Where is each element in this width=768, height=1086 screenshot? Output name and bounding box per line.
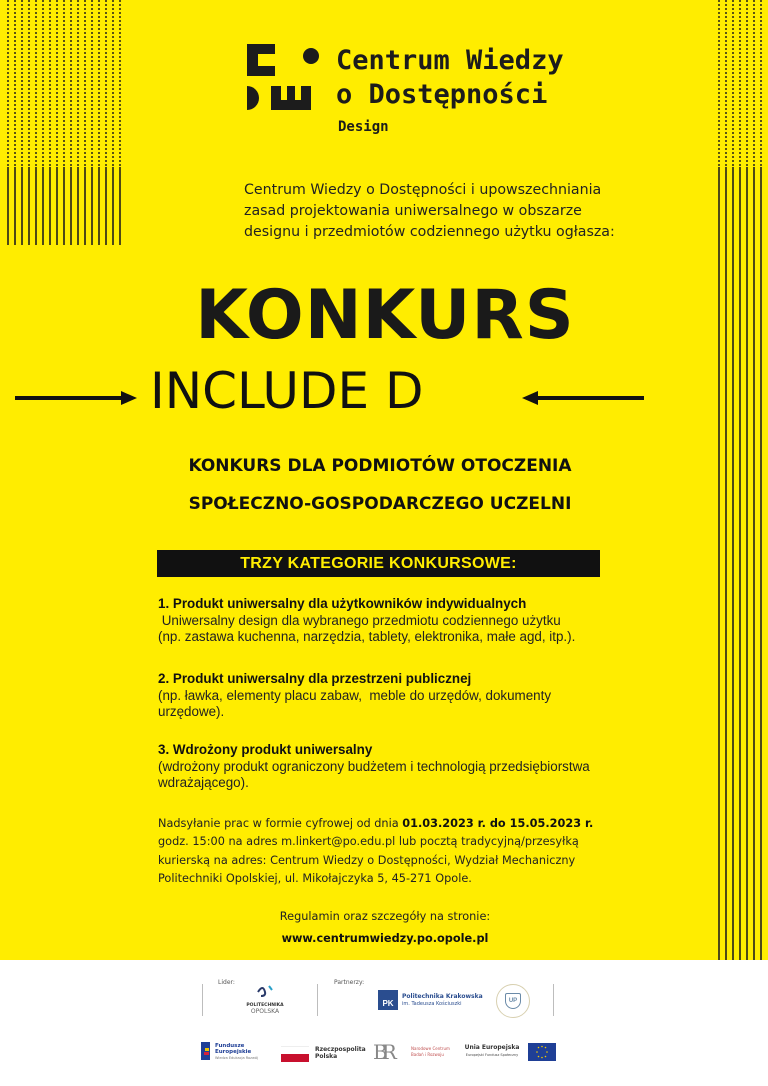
- up-badge-icon: UP: [505, 993, 521, 1009]
- category-item: [158, 742, 628, 792]
- ue-sub: Europejski Fundusz Społeczny: [465, 1053, 519, 1057]
- ncbr-name: Narodowe Centrum Badań i Rozwoju: [411, 1046, 450, 1057]
- unia-europejska-logo: [460, 1042, 556, 1064]
- po-name: POLITECHNIKA: [246, 1003, 284, 1008]
- po-name-sub: OPOLSKA: [250, 1008, 280, 1015]
- logo-title-line2: o Dostępności: [336, 79, 548, 110]
- submission-info: [158, 815, 618, 888]
- rules-info: [150, 906, 620, 950]
- category-description: wdrażającego).: [158, 775, 249, 790]
- po-logo-icon: [255, 984, 275, 998]
- category-description: urzędowe).: [158, 704, 225, 719]
- arrow-right-icon: [15, 391, 137, 405]
- subtitle-line2: SPOŁECZNO-GOSPODARCZEGO UCZELNI: [188, 494, 572, 514]
- intro-line: designu i przedmiotów codziennego użytku ogłasza:: [244, 224, 615, 240]
- submission-prefix: Nadsyłanie prac w formie cyfrowej od dnia: [158, 817, 403, 830]
- flag-red: [281, 1054, 309, 1062]
- logo-subtitle: Design: [338, 119, 389, 135]
- fundusze-europejskie-logo: [201, 1042, 281, 1064]
- eu-flag-icon: [528, 1043, 556, 1061]
- pk-name: Politechnika Krakowska: [402, 993, 483, 1000]
- politechnika-krakowska-logo: [378, 990, 483, 1012]
- cwd-logo-icon: [245, 42, 325, 112]
- partners-label: Partnerzy:: [334, 979, 365, 986]
- logo-title: [336, 44, 564, 112]
- rules-label: Regulamin oraz szczegóły na stronie:: [279, 910, 491, 923]
- logo-title-line1: Centrum Wiedzy: [336, 45, 564, 76]
- footer-logos: [0, 960, 768, 1086]
- intro-line: Centrum Wiedzy o Dostępności i upowszechniania: [244, 182, 602, 198]
- website-link[interactable]: www.centrumwiedzy.po.opole.pl: [281, 932, 489, 945]
- intro-text: [244, 180, 644, 243]
- ue-name: Unia Europejska: [464, 1044, 520, 1051]
- headline-name: INCLUDE D: [150, 362, 424, 420]
- category-heading: 1. Produkt uniwersalny dla użytkowników indywidualnych: [158, 596, 527, 611]
- up-logo: [496, 984, 530, 1018]
- rp-name: Rzeczpospolita Polska: [315, 1046, 366, 1060]
- divider: [553, 984, 554, 1016]
- intro-line: zasad projektowania uniwersalnego w obszarze: [244, 203, 582, 219]
- subtitle-line1: KONKURS DLA PODMIOTÓW OTOCZENIA: [188, 456, 572, 476]
- divider: [317, 984, 318, 1016]
- pk-badge-icon: PK: [378, 990, 398, 1010]
- divider: [202, 984, 203, 1016]
- category-description: Uniwersalny design dla wybranego przedmiotu codziennego użytku: [158, 612, 561, 628]
- subtitle: [140, 447, 620, 523]
- flag-white: [281, 1046, 309, 1054]
- category-item: [158, 596, 628, 646]
- pk-sub: im. Tadeusza Kościuszki: [402, 1001, 462, 1007]
- submission-dates: 01.03.2023 r. do 15.05.2023 r.: [402, 817, 594, 830]
- fe-icon: [201, 1042, 211, 1060]
- ncbr-logo: [373, 1040, 453, 1066]
- headline-title: KONKURS: [195, 276, 575, 355]
- submission-details: godz. 15:00 na adres m.linkert@po.edu.pl lub pocztą tradycyjną/przesyłką kurierską na adres: Centrum Wiedzy o Dostępności, Wydział Mechaniczny Politechniki Opolskiej, ul. Mikołajczyka 5, 45-271 Opole.: [158, 835, 579, 885]
- category-description: (np. ławka, elementy placu zabaw, meble do urzędów, dokumenty: [158, 687, 552, 703]
- leader-label: Lider:: [218, 979, 235, 986]
- category-item: [158, 671, 628, 721]
- category-description: (wdrożony produkt ograniczony budżetem i technologią przedsiębiorstwa: [158, 758, 590, 774]
- politechnika-opolska-logo: [245, 984, 285, 1015]
- rzeczpospolita-polska-logo: [281, 1042, 371, 1064]
- category-heading: 3. Wdrożony produkt uniwersalny: [158, 742, 373, 757]
- arrow-left-icon: [522, 391, 644, 405]
- fe-sub: Wiedza Edukacja Rozwój: [215, 1056, 258, 1060]
- category-heading: 2. Produkt uniwersalny dla przestrzeni publicznej: [158, 671, 472, 686]
- ncbr-icon: BR: [373, 1040, 391, 1064]
- category-description: (np. zastawa kuchenna, narzędzia, tablety, elektronika, małe agd, itp.).: [158, 629, 576, 644]
- fe-name: Fundusze Europejskie: [215, 1043, 252, 1055]
- categories-banner: TRZY KATEGORIE KONKURSOWE:: [157, 550, 600, 577]
